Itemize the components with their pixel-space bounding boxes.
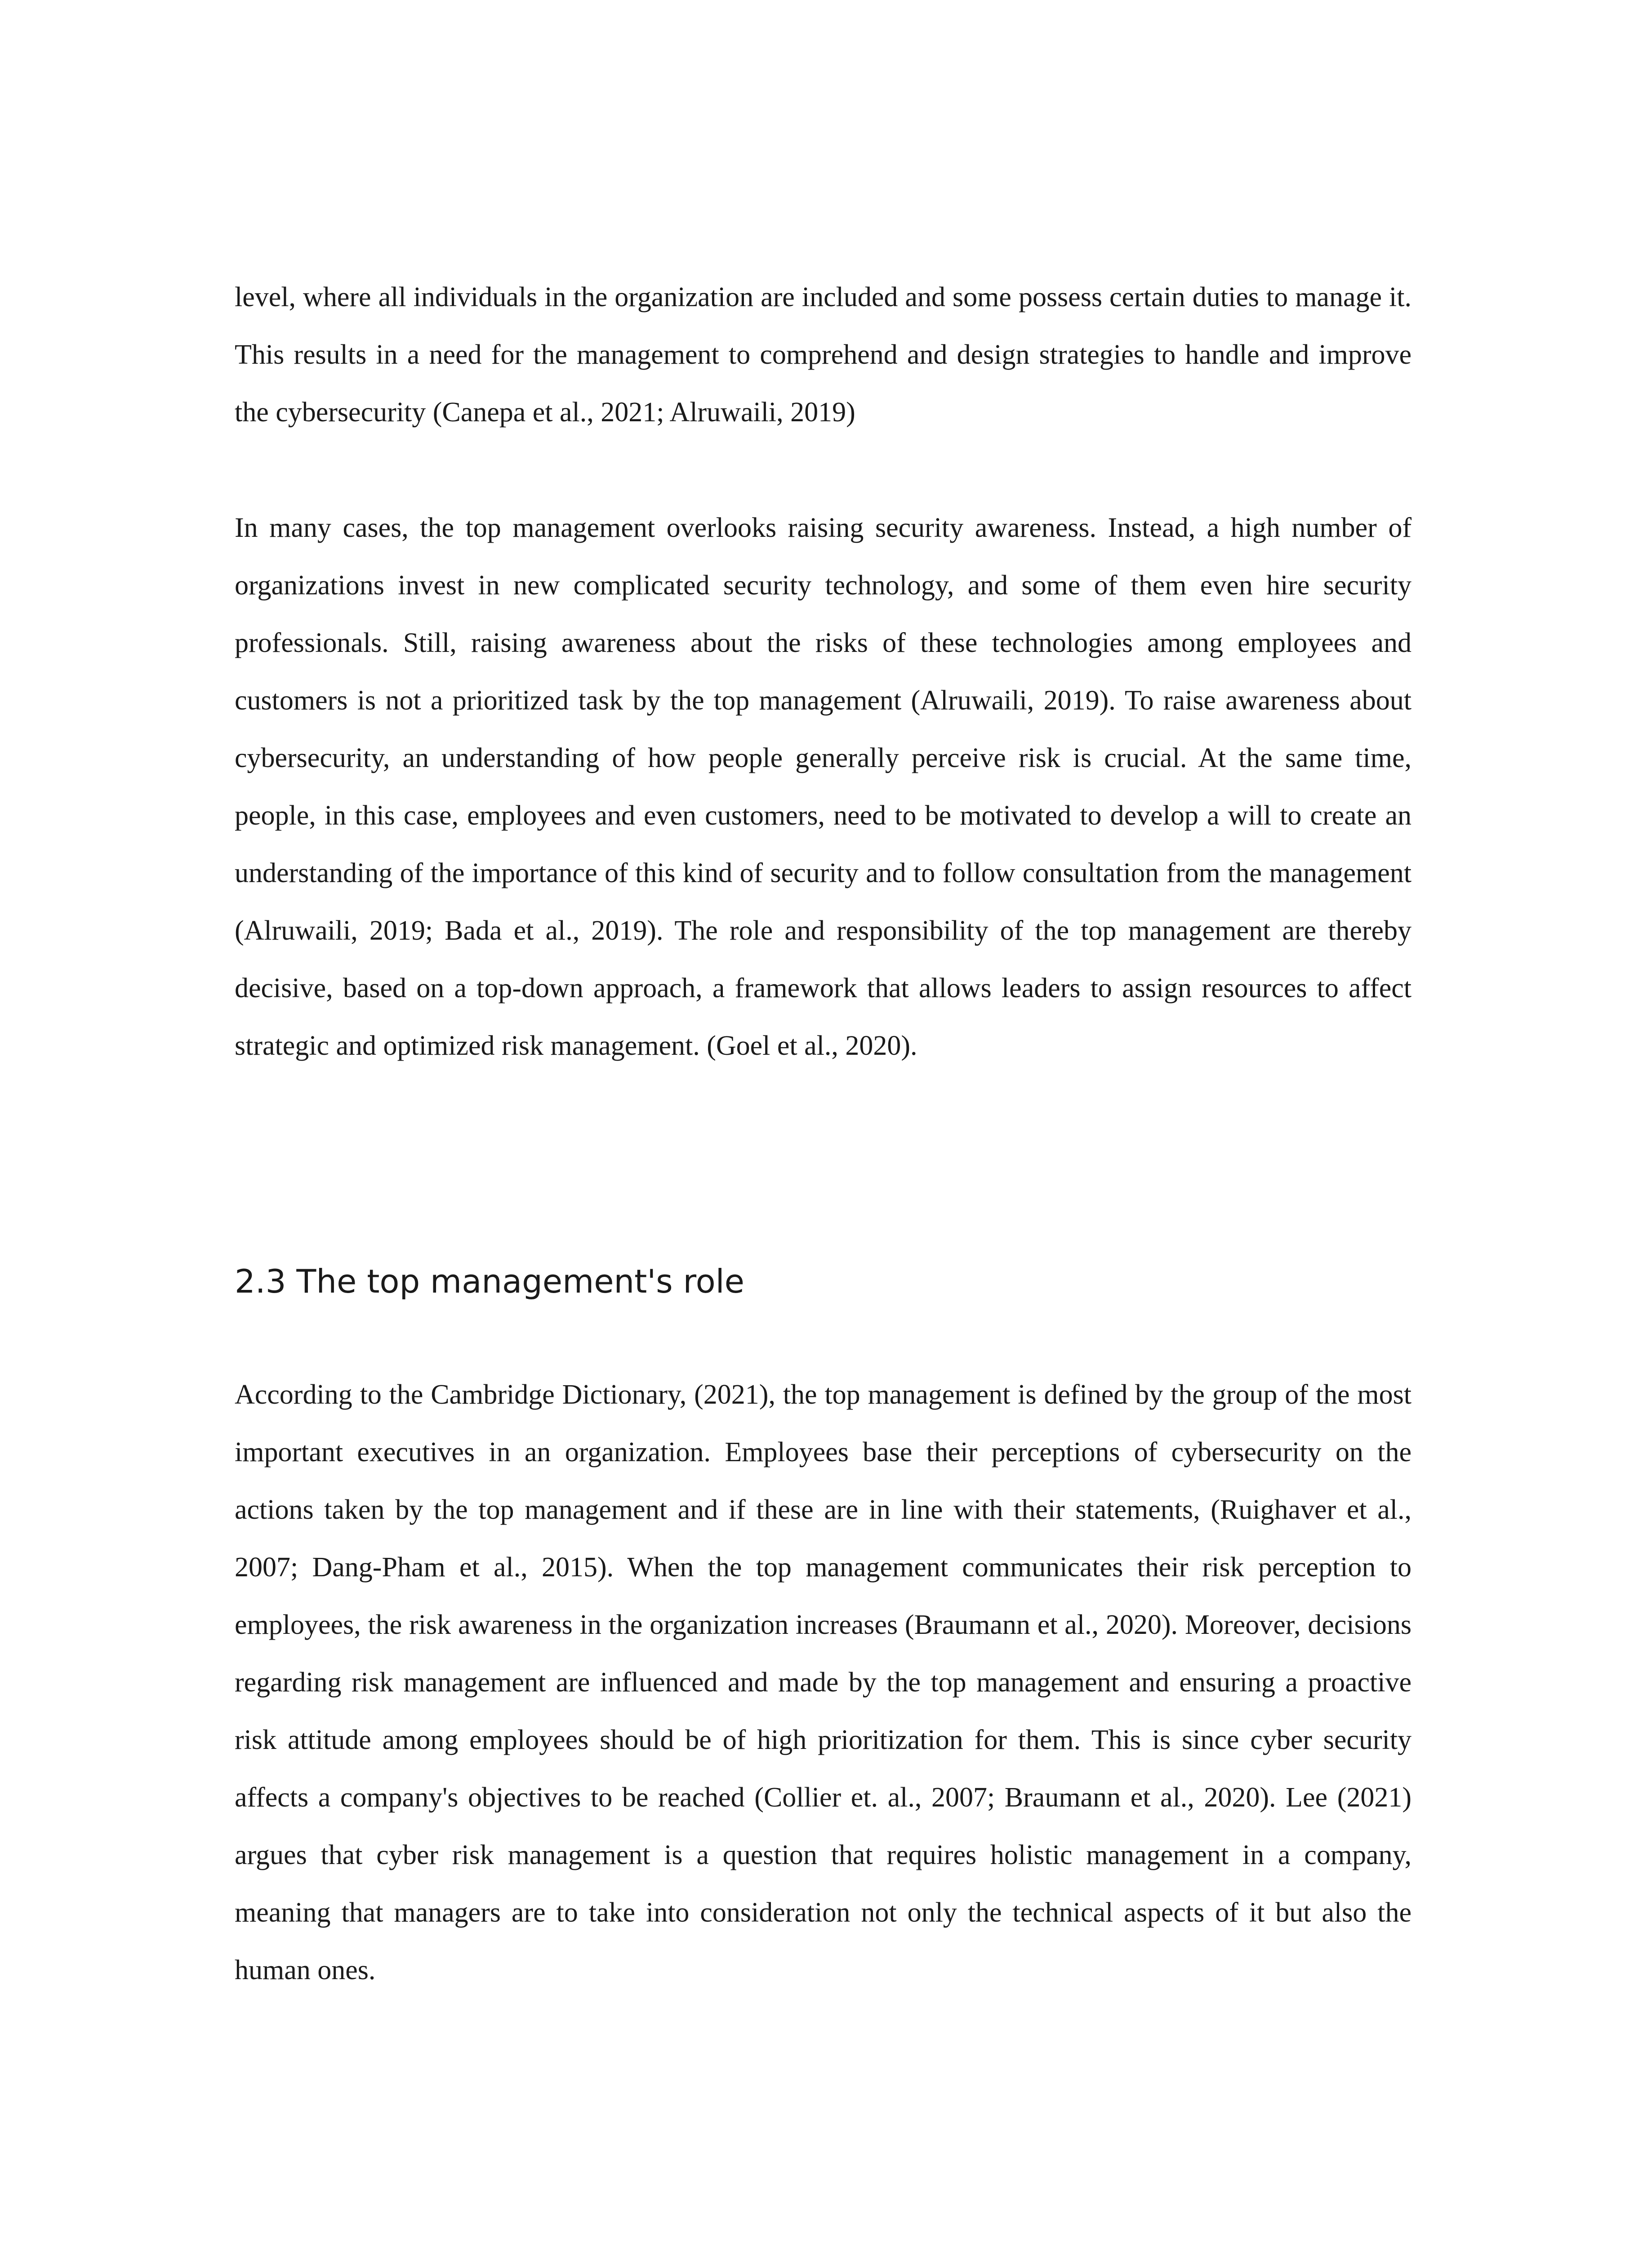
- page-number: [0, 2246, 1652, 2248]
- paragraph-continuation: level, where all individuals in the organization are included and some possess certain duties to manage it. This results in a need for the management to comprehend and design strategies to handle and improve the cybersecurity (Canepa et al., 2021; Alruwaili, 2019): [235, 282, 1412, 428]
- paragraph-security-awareness: In many cases, the top management overlooks raising security awareness. Instead, a high number of organizations invest in new complicated security technology, and some of them even hire security professionals. Still, raising awareness about the risks of these technologies among employees and customers is not a prioritized task by the top management (Alruwaili, 2019). To raise awareness about cybersecurity, an understanding of how people generally perceive risk is crucial. At the same time, people, in this case, employees and even customers, need to be motivated to develop a will to create an understanding of the importance of this kind of security and to follow consultation from the management (Alruwaili, 2019; Bada et al., 2019). The role and responsibility of the top management are thereby decisive, based on a top-down approach, a framework that allows leaders to assign resources to affect strategic and optimized risk management. (Goel et al., 2020).: [235, 513, 1412, 1061]
- paragraph-top-management-definition: According to the Cambridge Dictionary, (2021), the top management is defined by the group of the most important executives in an organization. Employees base their perceptions of cybersecurity on the actions taken by the top management and if these are in line with their statements, (Ruighaver et al., 2007; Dang-Pham et al., 2015). When the top management communicates their risk perception to employees, the risk awareness in the organization increases (Braumann et al., 2020). Moreover, decisions regarding risk management are influenced and made by the top management and ensuring a proactive risk attitude among employees should be of high prioritization for them. This is since cyber security affects a company's objectives to be reached (Collier et. al., 2007; Braumann et al., 2020). Lee (2021) argues that cyber risk management is a question that requires holistic management in a company, meaning that managers are to take into consideration not only the technical aspects of it but also the human ones.: [235, 1379, 1412, 1985]
- section-heading: 2.3 The top management's role: [235, 1262, 744, 1300]
